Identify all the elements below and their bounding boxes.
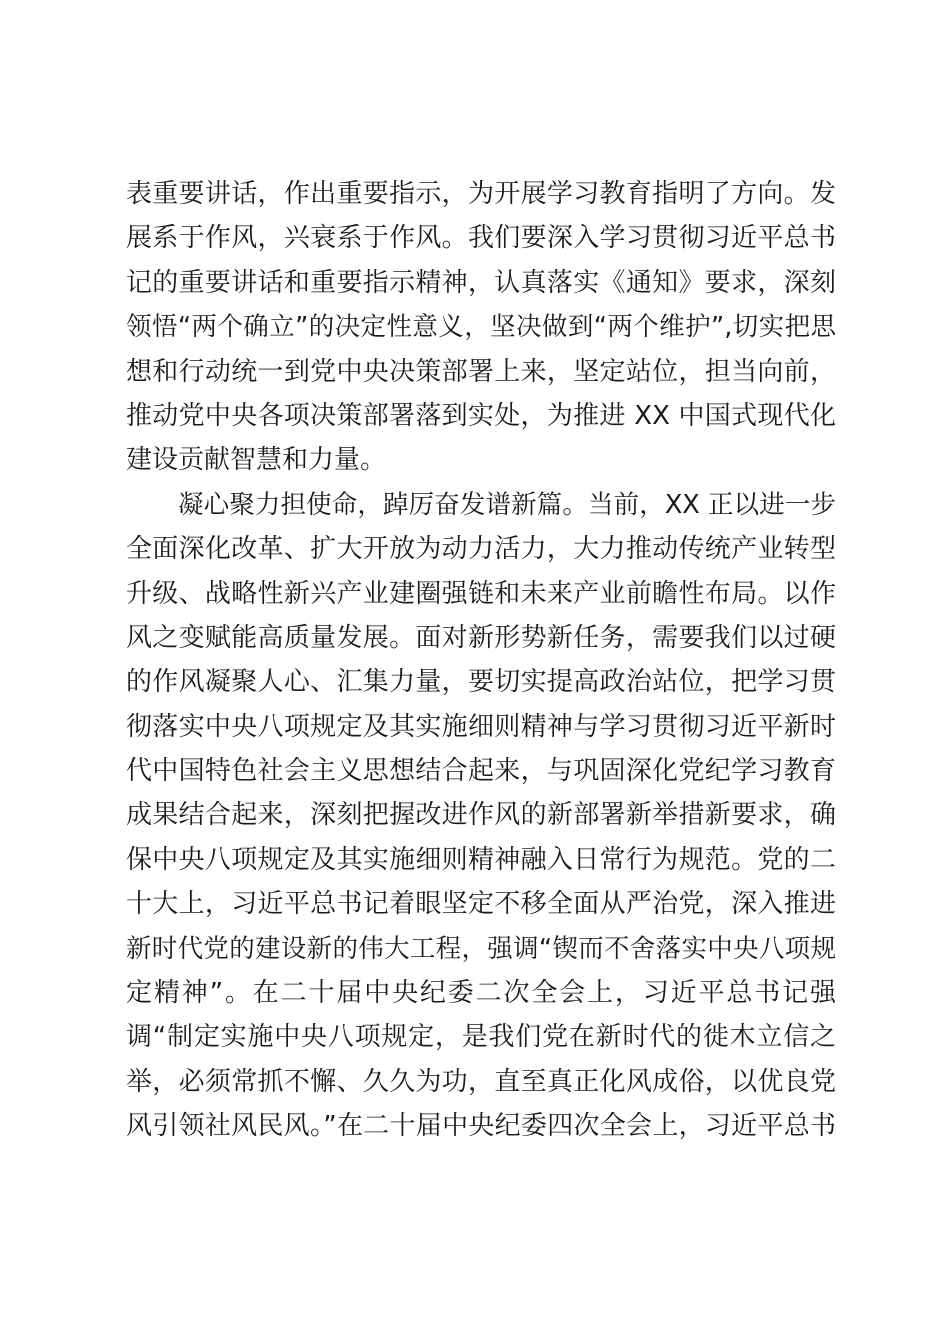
- text-line: 定精神”。在二十届中央纪委二次全会上，习近平总书记强: [126, 978, 836, 1009]
- text-line: 建设贡献智慧和力量。: [126, 445, 387, 476]
- text-line: 彻落实中央八项规定及其实施细则精神与学习贯彻习近平新时: [126, 711, 836, 742]
- text-line: 风之变赋能高质量发展。面对新形势新任务，需要我们以过硬: [126, 622, 836, 653]
- text-line: 举，必须常抓不懈、久久为功，直至真正化风成俗，以优良党: [126, 1066, 836, 1097]
- text-line: 全面深化改革、扩大开放为动力活力，大力推动传统产业转型: [126, 534, 836, 565]
- text-line: 表重要讲话，作出重要指示，为开展学习教育指明了方向。发: [126, 179, 836, 209]
- text-line: 代中国特色社会主义思想结合起来，与巩固深化党纪学习教育: [126, 756, 836, 787]
- text-line: 想和行动统一到党中央决策部署上来，坚定站位，担当向前，: [126, 356, 836, 387]
- text-line: 保中央八项规定及其实施细则精神融入日常行为规范。党的二: [126, 844, 836, 875]
- text-line: 十大上，习近平总书记着眼坚定不移全面从严治党，深入推进: [126, 889, 836, 920]
- text-line: 调“制定实施中央八项规定，是我们党在新时代的徙木立信之: [126, 1022, 836, 1053]
- text-line: 记的重要讲话和重要指示精神，认真落实《通知》要求，深刻: [126, 267, 836, 298]
- text-line: 展系于作风，兴衰系于作风。我们要深入学习贯彻习近平总书: [126, 223, 836, 254]
- text-line: 推动党中央各项决策部署落到实处，为推进 XX 中国式现代化: [126, 400, 836, 431]
- paragraph-start-line: 凝心聚力担使命，踔厉奋发谱新篇。当前，XX 正以进一步: [178, 489, 836, 520]
- text-line: 成果结合起来，深刻把握改进作风的新部署新举措新要求，确: [126, 800, 836, 831]
- text-line: 风引领社风民风。”在二十届中央纪委四次全会上，习近平总书: [126, 1111, 836, 1142]
- text-line: 升级、战略性新兴产业建圈强链和未来产业前瞻性布局。以作: [126, 578, 836, 609]
- body-text: [126, 172, 836, 1149]
- text-line: 新时代党的建设新的伟大工程，强调“锲而不舍落实中央八项规: [126, 933, 836, 964]
- text-line: 领悟“两个确立”的决定性意义，坚决做到“两个维护”,切实把思: [126, 312, 836, 343]
- text-line: 的作风凝聚人心、汇集力量，要切实提高政治站位，把学习贯: [126, 667, 836, 698]
